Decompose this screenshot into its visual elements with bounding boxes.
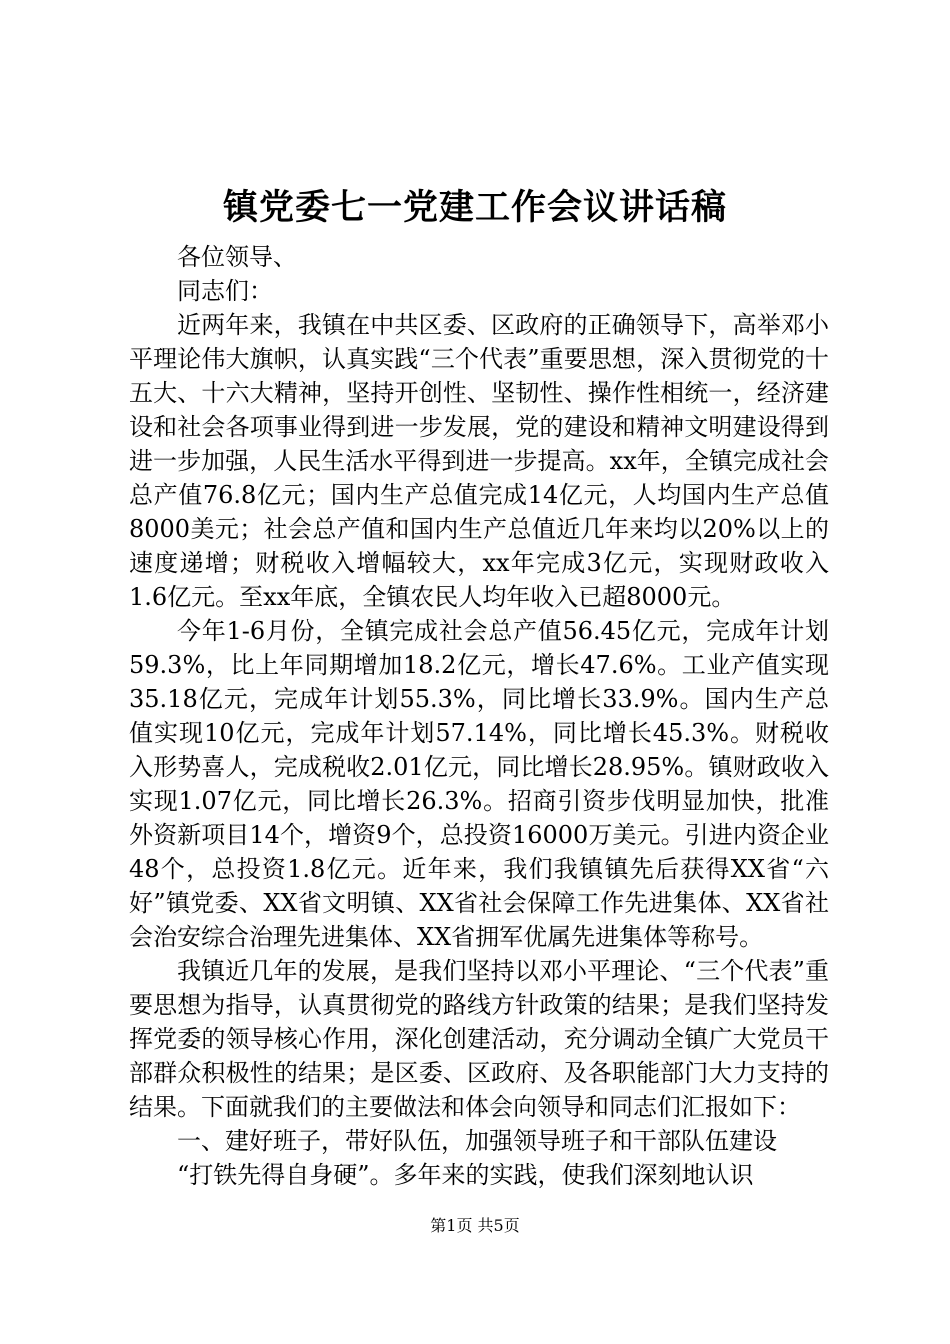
body-paragraph: 近两年来，我镇在中共区委、区政府的正确领导下，高举邓小平理论伟大旗帜，认真实践“三个代表”重要思想，深入贯彻党的十五大、十六大精神，坚持开创性、坚韧性、操作性相统一，经济建设和社会各项事业得到进一步发展，党的建设和精神文明建设得到进一步加强，人民生活水平得到进一步提高。xx年，全镇完成社会总产值76.8亿元；国内生产总值完成14亿元，人均国内生产总值8000美元；社会总产值和国内生产总值近几年来均以20%以上的速度递增；财税收入增幅较大，xx年完成3亿元，实现财政收入1.6亿元。至xx年底，全镇农民人均年收入已超8000元。 <box>129 311 829 611</box>
body-paragraph: 今年1-6月份，全镇完成社会总产值56.45亿元，完成年计划59.3%，比上年同期增加18.2亿元，增长47.6%。工业产值实现35.18亿元，完成年计划55.3%，同比增长33.9%。国内生产总值实现10亿元，完成年计划57.14%，同比增长45.3%。财税收入形势喜人，完成税收2.01亿元，同比增长28.95%。镇财政收入实现1.07亿元，同比增长26.3%。招商引资步伐明显加快，批准外资新项目14个，增资9个，总投资16000万美元。引进内资企业48个，总投资1.8亿元。近年来，我们我镇镇先后获得XX省“六好”镇党委、XX省文明镇、XX省社会保障工作先进集体、XX省社会治安综合治理先进集体、XX省拥军优属先进集体等称号。 <box>129 617 829 951</box>
salutation-line: 各位领导、 <box>177 243 297 271</box>
section-heading: 一、建好班子，带好队伍，加强领导班子和干部队伍建设 <box>177 1127 777 1155</box>
document-title: 镇党委七一党建工作会议讲话稿 <box>222 187 727 228</box>
page-number-footer: 第1页 共5页 <box>430 1216 520 1235</box>
document-body <box>129 240 829 1192</box>
body-paragraph: “打铁先得自身硬”。多年来的实践，使我们深刻地认识 <box>177 1161 754 1189</box>
salutation-line: 同志们： <box>177 277 273 305</box>
body-paragraph: 我镇近几年的发展，是我们坚持以邓小平理论、“三个代表”重要思想为指导，认真贯彻党的路线方针政策的结果；是我们坚持发挥党委的领导核心作用，深化创建活动，充分调动全镇广大党员干部群众积极性的结果；是区委、区政府、及各职能部门大力支持的结果。下面就我们的主要做法和体会向领导和同志们汇报如下： <box>129 957 829 1121</box>
